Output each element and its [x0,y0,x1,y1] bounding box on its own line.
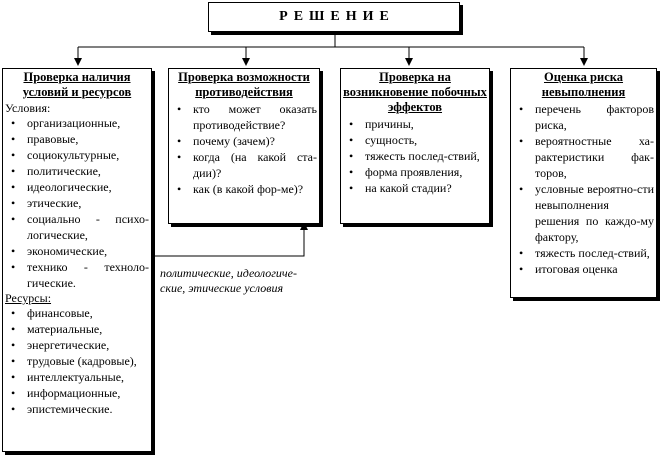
box-3-title: Проверка на возникновение побочных эффектов [343,70,487,114]
arrow-conditions-to-box-2 [153,226,304,256]
list-item: • форма проявления, [341,164,487,180]
list-item: • эпистемические. [3,401,149,417]
list-item: • когда (на какой ста-дии)? [169,149,317,181]
list-item: • сущность, [341,132,487,148]
list-item: • кто может оказать противодействие? [169,101,317,133]
list-item: • экономические, [3,243,149,259]
box-risk-assessment [510,68,657,298]
list-item: • как (в какой фор-ме)? [169,181,317,197]
resources-label: Ресурсы: [5,291,52,305]
list-item: • тяжесть послед-ствий, [341,148,487,164]
connector-note: политические, идеологиче-ские, этические условия [160,266,297,295]
box-side-effects [340,68,490,224]
box-counteraction [168,68,320,224]
list-item: • вероятностные ха-рактеристики фак-торов, [511,133,654,181]
list-item: • перечень факторов риска, [511,101,654,133]
list-item: • причины, [341,116,487,132]
list-item: • на какой стадии? [341,180,487,196]
list-item: • энергетические, [3,337,149,353]
list-item: • трудовые (кадровые), [3,353,149,369]
list-item: • социально - психо-логические, [3,211,149,243]
box-4-title: Оценка риска невыполнения [541,70,626,99]
list-item: • почему (зачем)? [169,133,317,149]
side-effects-list [341,116,489,196]
root-title: РЕШЕНИЕ [279,9,395,24]
box-conditions-resources [2,68,152,452]
list-item: • материальные, [3,321,149,337]
list-item: • организационные, [3,115,149,131]
list-item: • итоговая оценка [511,261,654,277]
list-item: • информационные, [3,385,149,401]
list-item: • условные вероятно-сти невыполнения решения по каждо-му фактору, [511,181,654,245]
list-item: • финансовые, [3,305,149,321]
list-item: • правовые, [3,131,149,147]
conditions-list [3,115,151,291]
list-item: • этические, [3,195,149,211]
box-1-title: Проверка наличия условий и ресурсов [22,70,132,99]
conditions-label: Условия: [5,101,51,115]
list-item: • социокультурные, [3,147,149,163]
list-item: • политические, [3,163,149,179]
root-decision-box [208,2,460,32]
list-item: • интеллектуальные, [3,369,149,385]
counteraction-list [169,101,319,197]
risk-list [511,101,656,277]
resources-list [3,305,151,417]
list-item: • идеологические, [3,179,149,195]
box-2-title: Проверка возможности противодействия [178,70,310,99]
list-item: • технико - техноло-гические. [3,259,149,291]
list-item: • тяжесть послед-ствий, [511,245,654,261]
